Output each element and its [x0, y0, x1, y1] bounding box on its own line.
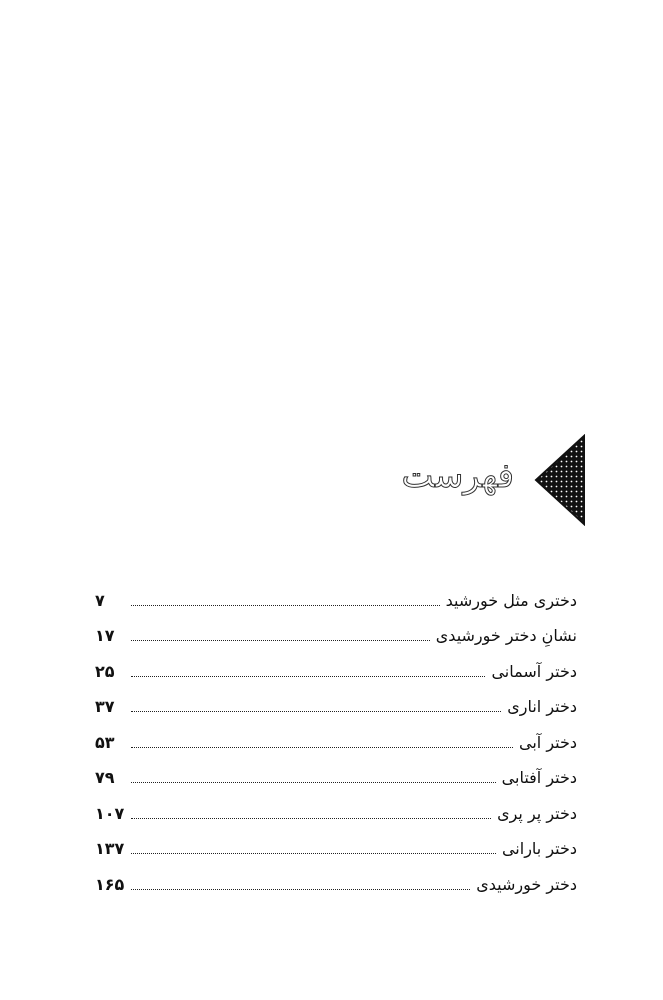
toc-entry[interactable]: [95, 753, 577, 789]
toc-entry[interactable]: [95, 717, 577, 753]
toc-entry-page: ۱۰۷: [95, 803, 125, 823]
heading: [380, 434, 586, 526]
dot-leader: [131, 604, 440, 606]
toc-entry[interactable]: [95, 575, 577, 611]
toc-entry-page: ۷: [95, 590, 105, 610]
dot-leader: [131, 781, 496, 783]
toc-entry-title: دختر بارانی: [501, 839, 577, 858]
toc-entry-title: دختر آفتابی: [501, 768, 577, 787]
toc-entry-page: ۲۵: [95, 661, 115, 681]
table-of-contents: [95, 575, 577, 895]
toc-entry-page: ۱۶۵: [95, 874, 125, 894]
toc-entry[interactable]: [95, 788, 577, 824]
dot-leader: [131, 710, 501, 712]
dot-leader: [131, 639, 430, 641]
toc-entry-page: ۷۹: [95, 768, 115, 787]
toc-entry-title: دختر آبی: [519, 732, 577, 752]
dot-leader: [131, 888, 470, 890]
toc-entry[interactable]: [95, 824, 577, 860]
toc-entry-title: نشانِ دختر خورشیدی: [435, 626, 577, 645]
dotted-triangle-icon: [534, 434, 586, 526]
toc-entry[interactable]: [95, 646, 577, 682]
toc-entry[interactable]: [95, 611, 577, 647]
dot-leader: [131, 852, 496, 854]
toc-entry-title: دختر خورشیدی: [476, 874, 577, 894]
toc-entry-page: ۵۳: [95, 732, 115, 752]
toc-entry[interactable]: [95, 682, 577, 718]
page-title: فهرست: [401, 456, 514, 496]
toc-entry-title: دختر اناری: [507, 697, 577, 716]
toc-entry-title: دختری مثل خورشید: [445, 590, 577, 610]
toc-entry-page: ۱۷: [95, 626, 115, 645]
toc-entry-page: ۱۳۷: [95, 839, 125, 858]
toc-entry[interactable]: [95, 859, 577, 895]
toc-entry-title: دختر پر پری: [497, 803, 577, 823]
dot-leader: [131, 675, 485, 677]
dot-leader: [131, 817, 491, 819]
toc-entry-title: دختر آسمانی: [491, 661, 577, 681]
dot-leader: [131, 746, 513, 748]
toc-entry-page: ۳۷: [95, 697, 115, 716]
